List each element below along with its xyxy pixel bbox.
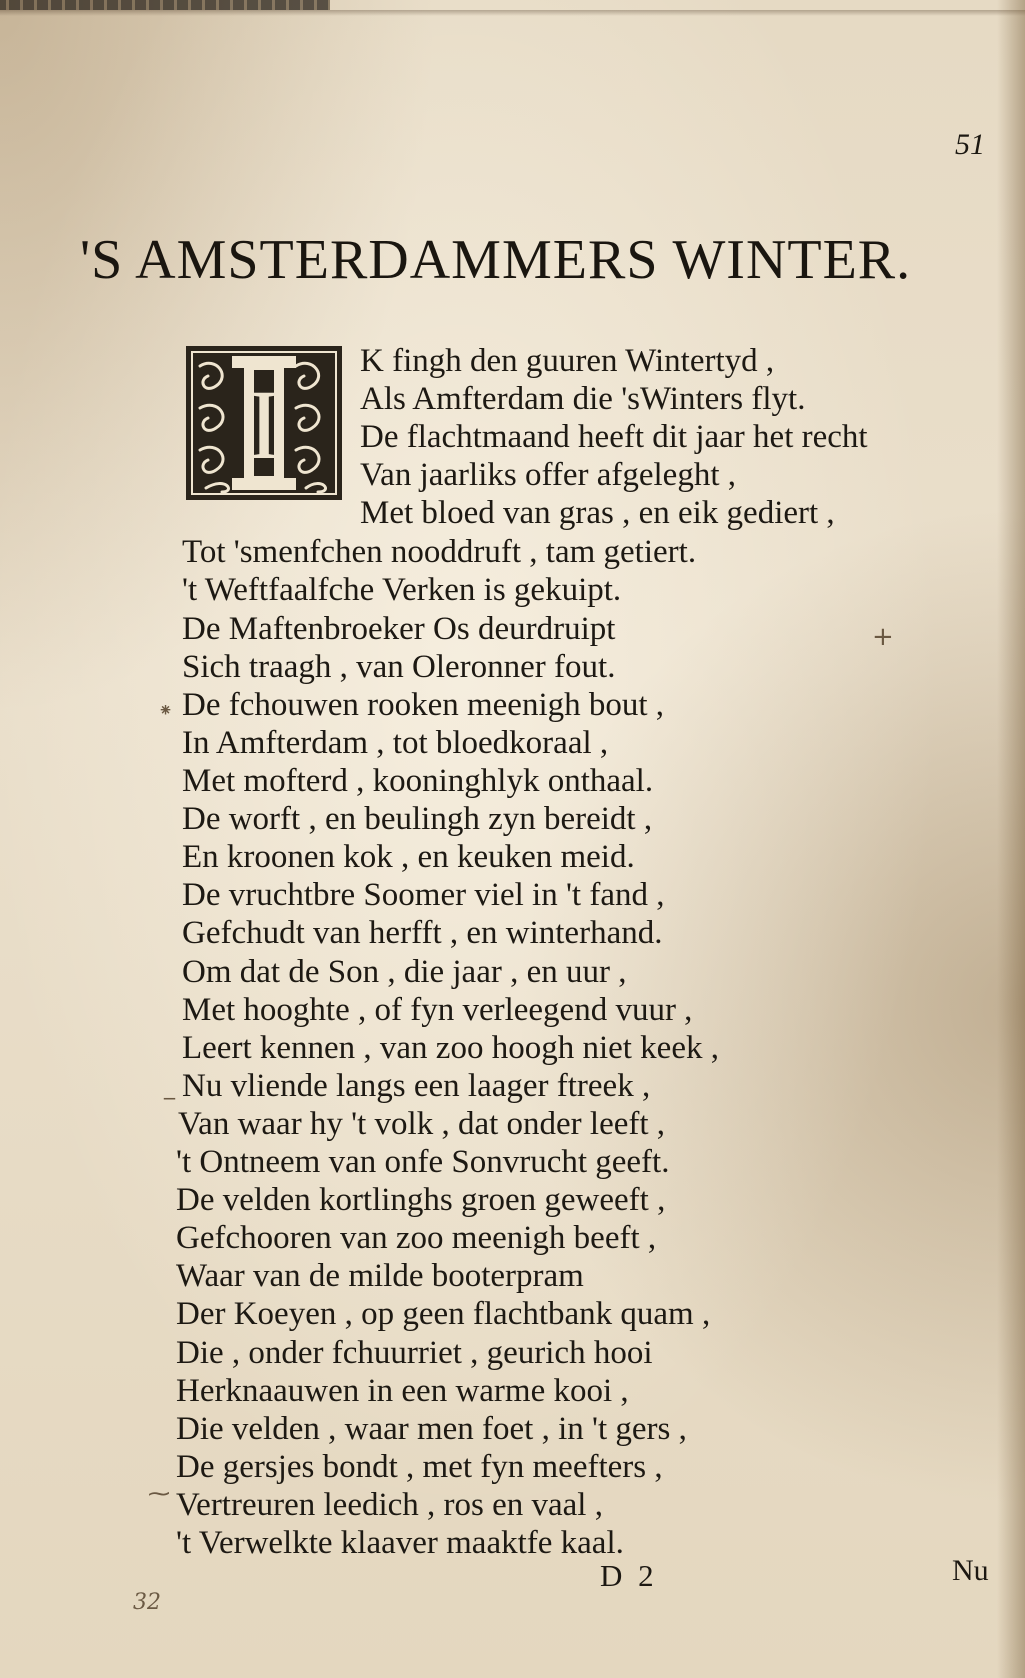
poem-title: 'S AMSTERDAMMERS WINTER.: [80, 229, 912, 291]
poem-line: Van jaarliks offer afgeleght ,: [360, 457, 736, 493]
poem-line: 't Weftfaalfche Verken is gekuipt.: [182, 572, 622, 608]
drop-cap-letter: I: [247, 369, 281, 480]
poem-line: Als Amfterdam die 'sWinters flyt.: [360, 381, 806, 417]
poem-line: Die , onder fchuurriet , geurich hooi: [176, 1335, 653, 1371]
poem-line: Vertreuren leedich , ros en vaal ,: [176, 1487, 603, 1523]
poem-line: 't Ontneem van onfe Sonvrucht geeft.: [176, 1144, 670, 1180]
poem-line: Tot 'smenfchen nooddruft , tam getiert.: [182, 534, 697, 570]
poem-line: De flachtmaand heeft dit jaar het recht: [360, 419, 868, 455]
poem-line: Leert kennen , van zoo hoogh niet keek ,: [182, 1030, 719, 1066]
signature-mark: D 2: [600, 1558, 658, 1593]
poem-line: Gefchooren van zoo meenigh beeft ,: [176, 1220, 657, 1256]
margin-tick-mark: ⁕: [158, 700, 174, 721]
poem-line: Die velden , waar men foet , in 't gers ,: [176, 1411, 687, 1447]
poem-line: Waar van de milde booterpram: [176, 1258, 584, 1294]
margin-underscore-mark: _: [164, 1075, 175, 1100]
poem-line: De gersjes bondt , met fyn meefters ,: [176, 1449, 663, 1485]
poem-line: De Maftenbroeker Os deurdruipt: [182, 611, 616, 647]
poem-line: De fchouwen rooken meenigh bout ,: [182, 687, 665, 723]
catchword: Nu: [952, 1554, 989, 1587]
poem-line: De worft , en beulingh zyn bereidt ,: [182, 801, 653, 837]
handwritten-margin-note: 32: [133, 1590, 161, 1615]
poem-line: Met mofterd , kooninghlyk onthaal.: [182, 763, 654, 799]
poem-line: En kroonen kok , en keuken meid.: [182, 839, 635, 875]
poem-line: Met bloed van gras , en eik gediert ,: [360, 495, 835, 531]
poem-line: De vruchtbre Soomer viel in 't fand ,: [182, 877, 665, 913]
poem-line: Nu vliende langs een laager ftreek ,: [182, 1068, 651, 1104]
poem-line: Om dat de Son , die jaar , en uur ,: [182, 954, 627, 990]
margin-cross-mark: +: [872, 622, 894, 652]
poem-line: 't Verwelkte klaaver maaktfe kaal.: [176, 1525, 624, 1561]
poem-line: Van waar hy 't volk , dat onder leeft ,: [178, 1106, 666, 1142]
margin-stroke-mark: ⁓: [148, 1482, 170, 1507]
poem-line: Met hooghte , of fyn verleegend vuur ,: [182, 992, 693, 1028]
poem-line: Herknaauwen in een warme kooi ,: [176, 1373, 629, 1409]
page-number: 51: [955, 128, 985, 161]
poem-line: Sich traagh , van Oleronner fout.: [182, 649, 616, 685]
poem-line: In Amfterdam , tot bloedkoraal ,: [182, 725, 609, 761]
poem-line: Der Koeyen , op geen flachtbank quam ,: [176, 1296, 711, 1332]
poem-line: De velden kortlinghs groen geweeft ,: [176, 1182, 666, 1218]
poem-line: Gefchudt van herfft , en winterhand.: [182, 915, 663, 951]
poem-line: K fingh den guuren Wintertyd ,: [360, 343, 775, 379]
